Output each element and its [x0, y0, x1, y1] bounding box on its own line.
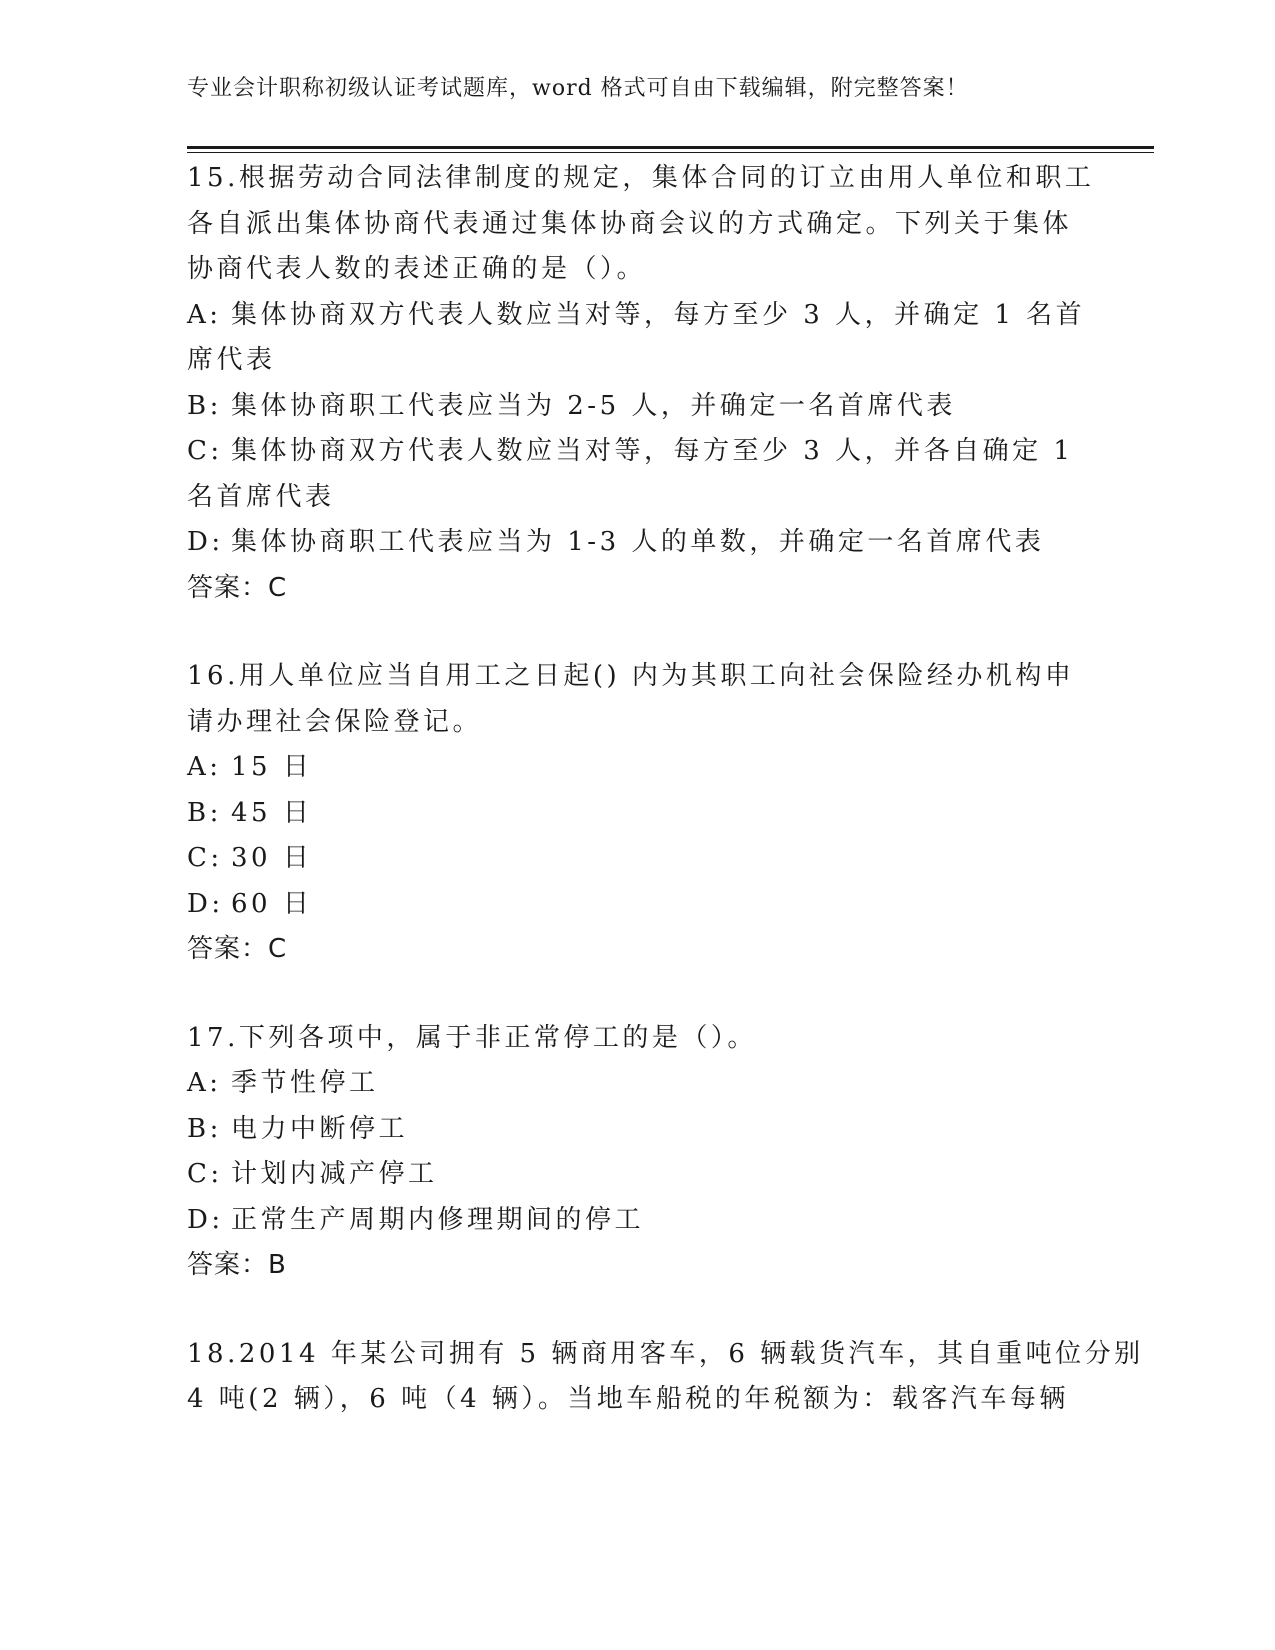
answer-option [187, 791, 1087, 837]
question-stem-line: 16.用人单位应当自用工之日起() 内为其职工向社会保险经办机构申 [187, 661, 1075, 691]
answer-option [187, 1198, 1087, 1244]
option-text: 30 日 [231, 843, 313, 873]
answer-option [187, 293, 1087, 339]
page-header: 专业会计职称初级认证考试题库，word 格式可自由下载编辑，附完整答案！ [187, 76, 969, 101]
answer-option [187, 1107, 1087, 1153]
option-label: B: [187, 390, 222, 421]
question-stem-line: 4 吨(2 辆），6 吨（4 辆）。当地车船税的年税额为：载客汽车每辆 [187, 1384, 1069, 1414]
question-stem-line: 请办理社会保险登记。 [187, 706, 483, 737]
answer-option [187, 338, 1087, 384]
answer-option [187, 475, 1087, 521]
option-text: 季节性停工 [231, 1068, 379, 1098]
option-label: D: [187, 888, 224, 919]
question-stem-line: 各自派出集体协商代表通过集体协商会议的方式确定。下列关于集体 [187, 208, 1073, 239]
option-label: B: [187, 797, 222, 828]
option-label: A: [187, 752, 222, 782]
question-stem-line: 协商代表人数的表述正确的是（）。 [187, 254, 647, 284]
option-text: 正常生产周期内修理期间的停工 [231, 1204, 645, 1235]
question-stem-line: 17.下列各项中，属于非正常停工的是（）。 [187, 1022, 757, 1053]
question-list [187, 156, 1144, 1466]
answer-option [187, 520, 1087, 566]
option-text: 集体协商双方代表人数应当对等，每方至少 3 人，并各自确定 1 [231, 436, 1074, 466]
question-stem-line: 18.2014 年某公司拥有 5 辆商用客车，6 辆载货汽车，其自重吨位分别 [187, 1338, 1144, 1369]
answer-option [187, 745, 1087, 791]
option-text: 15 日 [231, 752, 313, 782]
option-text: 席代表 [187, 345, 276, 375]
question-block [187, 156, 1095, 611]
answer-option [187, 429, 1087, 475]
option-text: 计划内减产停工 [231, 1159, 438, 1189]
option-text: 集体协商双方代表人数应当对等，每方至少 3 人，并确定 1 名首 [231, 299, 1086, 330]
option-label: B: [187, 1113, 222, 1144]
option-text: 集体协商职工代表应当为 1-3 人的单数，并确定一名首席代表 [231, 527, 1045, 557]
answer-option [187, 1152, 1087, 1198]
answer-option [187, 1061, 1087, 1107]
option-label: C: [187, 1159, 223, 1189]
option-label: C: [187, 436, 223, 466]
option-label: A: [187, 299, 222, 330]
question-block [187, 654, 1087, 973]
option-text: 集体协商职工代表应当为 2-5 人，并确定一名首席代表 [231, 390, 956, 421]
option-label: D: [187, 527, 224, 557]
option-text: 45 日 [231, 797, 313, 828]
answer-option [187, 836, 1087, 882]
option-label: C: [187, 843, 223, 873]
option-label: D: [187, 1204, 224, 1235]
answer-line: 答案：B [187, 1250, 287, 1280]
option-label: A: [187, 1068, 222, 1098]
answer-option [187, 882, 1087, 928]
header-divider-thin [187, 152, 1154, 153]
question-stem-line: 15.根据劳动合同法律制度的规定，集体合同的订立由用人单位和职工 [187, 163, 1095, 193]
answer-line: 答案：C [187, 934, 288, 964]
answer-line: 答案：C [187, 572, 288, 603]
question-block [187, 1016, 1087, 1289]
answer-option [187, 384, 1087, 430]
option-text: 60 日 [231, 888, 313, 919]
option-text: 电力中断停工 [231, 1113, 409, 1144]
option-text: 名首席代表 [187, 481, 335, 512]
header-divider-thick [187, 146, 1154, 149]
question-block [187, 1332, 1144, 1423]
